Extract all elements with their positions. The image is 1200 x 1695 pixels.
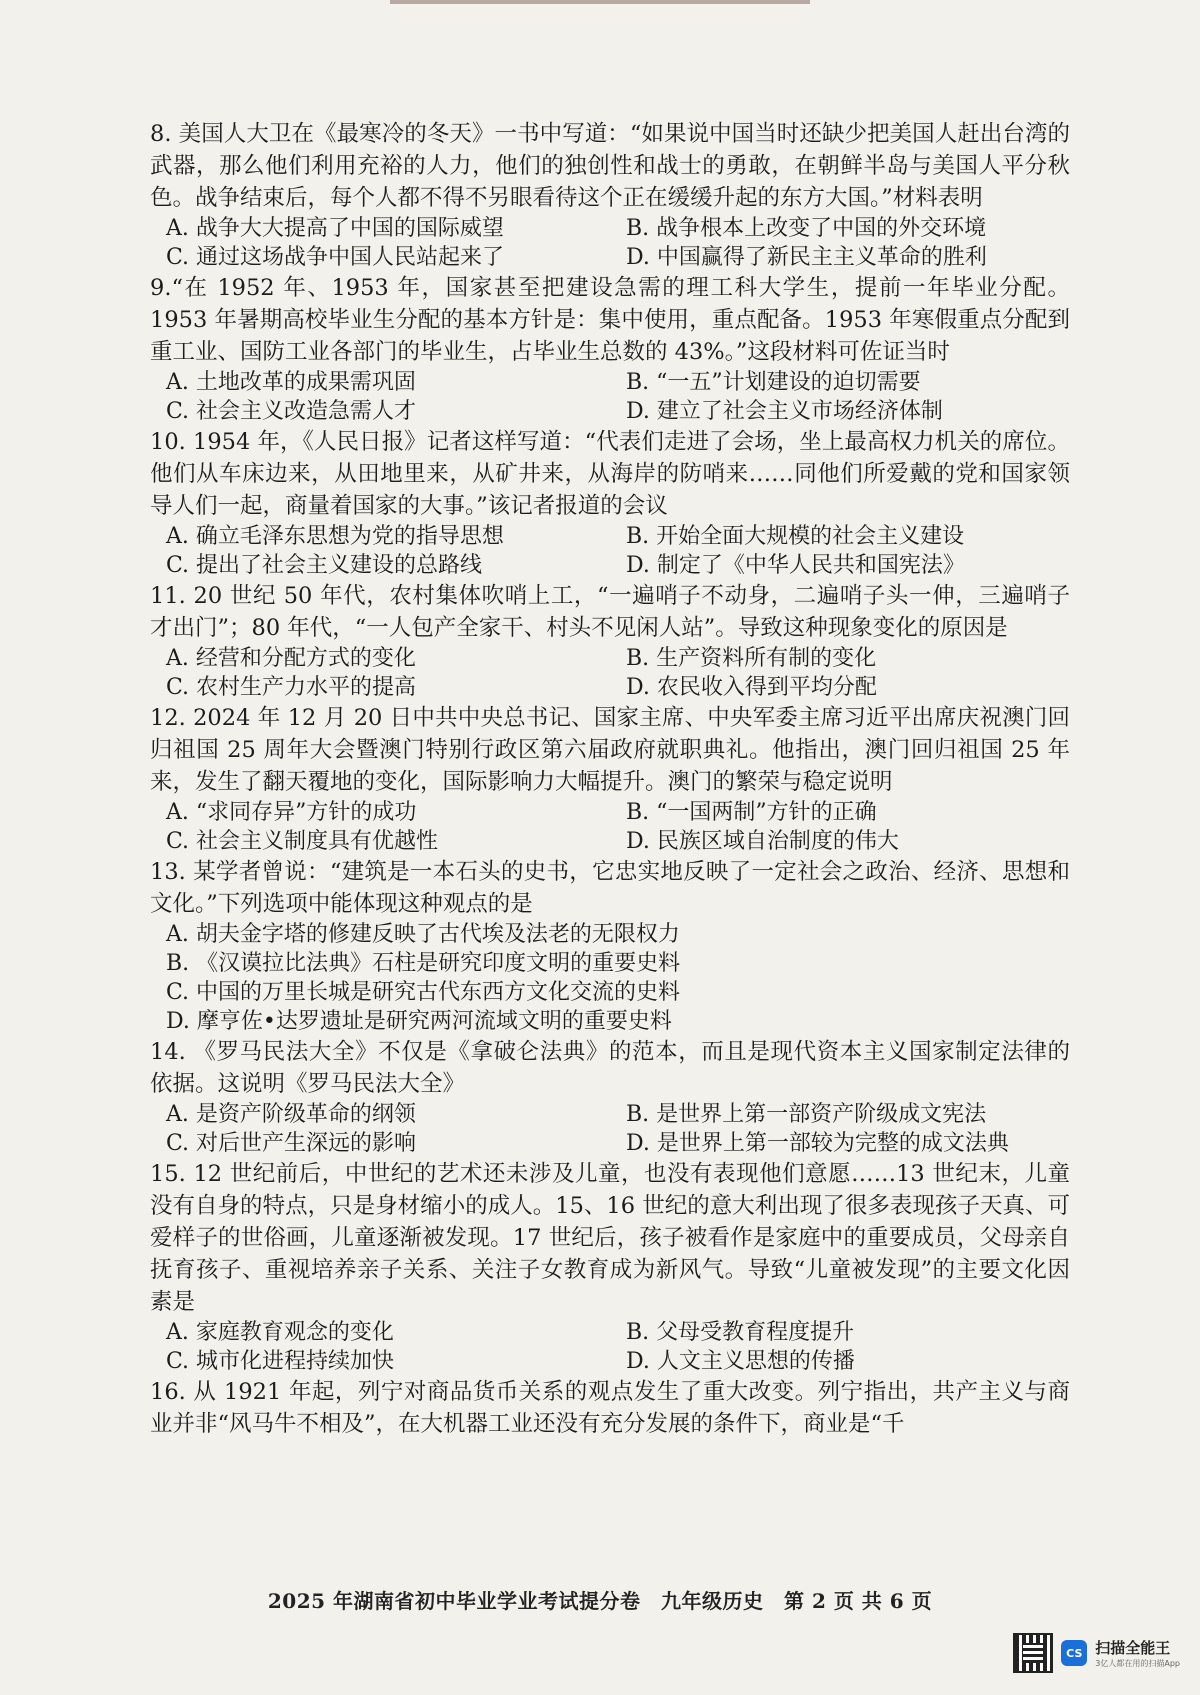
options-list	[150, 644, 1070, 702]
option-C: C. 对后世产生深远的影响	[166, 1131, 417, 1156]
option-B: B. 生产资料所有制的变化	[626, 646, 877, 671]
option-D: D. 建立了社会主义市场经济体制	[626, 399, 943, 424]
question-stem: 14. 《罗马民法大全》不仅是《拿破仑法典》的范本，而且是现代资本主义国家制定法律的依据。这说明《罗马民法大全》	[150, 1039, 1070, 1097]
scanner-watermark	[1013, 1633, 1180, 1673]
question-11	[150, 580, 1070, 702]
options-list	[150, 522, 1070, 580]
option-D: D. 是世界上第一部较为完整的成文法典	[626, 1131, 1009, 1156]
options-list	[150, 1318, 1070, 1376]
option-D: D. 人文主义思想的传播	[626, 1349, 855, 1374]
question-stem: 8. 美国人大卫在《最寒冷的冬天》一书中写道：“如果说中国当时还缺少把美国人赶出台湾的武器，那么他们利用充裕的人力，他们的独创性和战士的勇敢，在朝鲜半岛与美国人平分秋色。战争结束后，每个人都不得不另眼看待这个正在缓缓升起的东方大国。”材料表明	[150, 121, 1070, 211]
option-A: A. 土地改革的成果需巩固	[166, 370, 416, 395]
question-15	[150, 1158, 1070, 1376]
option-C: C. 社会主义制度具有优越性	[166, 829, 439, 854]
question-stem: 13. 某学者曾说：“建筑是一本石头的史书，它忠实地反映了一定社会之政治、经济、思想和文化。”下列选项中能体现这种观点的是	[150, 859, 1070, 917]
option-A: A. 家庭教育观念的变化	[166, 1320, 394, 1345]
question-stem: 9.“在 1952 年、1953 年，国家甚至把建设急需的理工科大学生，提前一年毕业分配。1953 年暑期高校毕业生分配的基本方针是：集中使用，重点配备。1953 年寒假重点分配到重工业、国防工业各部门的毕业生，占毕业生总数的 43%。”这段材料可佐证当时	[150, 275, 1070, 365]
question-stem: 12. 2024 年 12 月 20 日中共中央总书记、国家主席、中央军委主席习近平出席庆祝澳门回归祖国 25 周年大会暨澳门特别行政区第六届政府就职典礼。他指出，澳门回归祖国 25 年来，发生了翻天覆地的变化，国际影响力大幅提升。澳门的繁荣与稳定说明	[150, 705, 1070, 795]
option-C: C. 提出了社会主义建设的总路线	[166, 553, 483, 578]
qr-code-icon	[1013, 1633, 1053, 1673]
option-B: B. 父母受教育程度提升	[626, 1320, 855, 1345]
option-D: D. 中国赢得了新民主主义革命的胜利	[626, 245, 987, 270]
question-9	[150, 272, 1070, 426]
question-stem: 16. 从 1921 年起，列宁对商品货币关系的观点发生了重大改变。列宁指出，共产主义与商业并非“风马牛不相及”，在大机器工业还没有充分发展的条件下，商业是“千	[150, 1379, 1070, 1437]
question-stem: 15. 12 世纪前后，中世纪的艺术还未涉及儿童，也没有表现他们意愿……13 世纪末，儿童没有自身的特点，只是身材缩小的成人。15、16 世纪的意大利出现了很多表现孩子天真、可爱样子的世俗画，儿童逐渐被发现。17 世纪后，孩子被看作是家庭中的重要成员，父母亲自抚育孩子、重视培养亲子关系、关注子女教育成为新风气。导致“儿童被发现”的主要文化因素是	[150, 1161, 1070, 1315]
scanner-app-name: 扫描全能王	[1095, 1639, 1171, 1657]
option-A: A. 经营和分配方式的变化	[166, 646, 416, 671]
question-16	[150, 1376, 1070, 1440]
option-D: D. 农民收入得到平均分配	[626, 675, 877, 700]
question-stem: 10. 1954 年，《人民日报》记者这样写道：“代表们走进了会场，坐上最高权力机关的席位。他们从车床边来，从田地里来，从矿井来，从海岸的防哨来……同他们所爱戴的党和国家领导人们一起，商量着国家的大事。”该记者报道的会议	[150, 429, 1070, 519]
options-list	[150, 214, 1070, 272]
exam-content	[150, 118, 1070, 1440]
option-C: C. 通过这场战争中国人民站起来了	[166, 245, 505, 270]
option-B: B. 《汉谟拉比法典》石柱是研究印度文明的重要史料	[166, 951, 681, 976]
option-C: C. 社会主义改造急需人才	[166, 399, 417, 424]
option-C: C. 城市化进程持续加快	[166, 1349, 395, 1374]
options-list	[150, 368, 1070, 426]
question-8	[150, 118, 1070, 272]
option-B: B. 战争根本上改变了中国的外交环境	[626, 216, 987, 241]
scan-edge-shadow	[390, 0, 810, 4]
option-C: C. 中国的万里长城是研究古代东西方文化交流的史料	[166, 980, 681, 1005]
question-12	[150, 702, 1070, 856]
option-D: D. 制定了《中华人民共和国宪法》	[626, 553, 965, 578]
option-A: A. 胡夫金字塔的修建反映了古代埃及法老的无限权力	[166, 922, 680, 947]
option-A: A. 战争大大提高了中国的国际威望	[166, 216, 504, 241]
option-A: A. 确立毛泽东思想为党的指导思想	[166, 524, 504, 549]
options-list	[150, 1100, 1070, 1158]
option-C: C. 农村生产力水平的提高	[166, 675, 417, 700]
page-footer: 2025 年湖南省初中毕业学业考试提分卷 九年级历史 第 2 页 共 6 页	[267, 1589, 933, 1613]
scanner-tagline: 3亿人都在用的扫描App	[1095, 1659, 1180, 1668]
option-B: B. “一五”计划建设的迫切需要	[626, 370, 921, 395]
camscanner-logo-icon: CS	[1061, 1640, 1087, 1666]
option-B: B. 开始全面大规模的社会主义建设	[626, 524, 965, 549]
option-B: B. 是世界上第一部资产阶级成文宪法	[626, 1102, 987, 1127]
question-10	[150, 426, 1070, 580]
option-A: A. 是资产阶级革命的纲领	[166, 1102, 416, 1127]
question-13	[150, 856, 1070, 1036]
option-D: D. 民族区域自治制度的伟大	[626, 829, 899, 854]
option-D: D. 摩亨佐•达罗遗址是研究两河流域文明的重要史料	[166, 1009, 672, 1034]
option-B: B. “一国两制”方针的正确	[626, 800, 877, 825]
options-list	[150, 798, 1070, 856]
question-stem: 11. 20 世纪 50 年代，农村集体吹哨上工，“一遍哨子不动身，二遍哨子头一伸，三遍哨子才出门”；80 年代，“一人包产全家干、村头不见闲人站”。导致这种现象变化的原因是	[150, 583, 1070, 641]
question-14	[150, 1036, 1070, 1158]
option-A: A. “求同存异”方针的成功	[166, 800, 417, 825]
options-list	[150, 920, 1070, 1036]
